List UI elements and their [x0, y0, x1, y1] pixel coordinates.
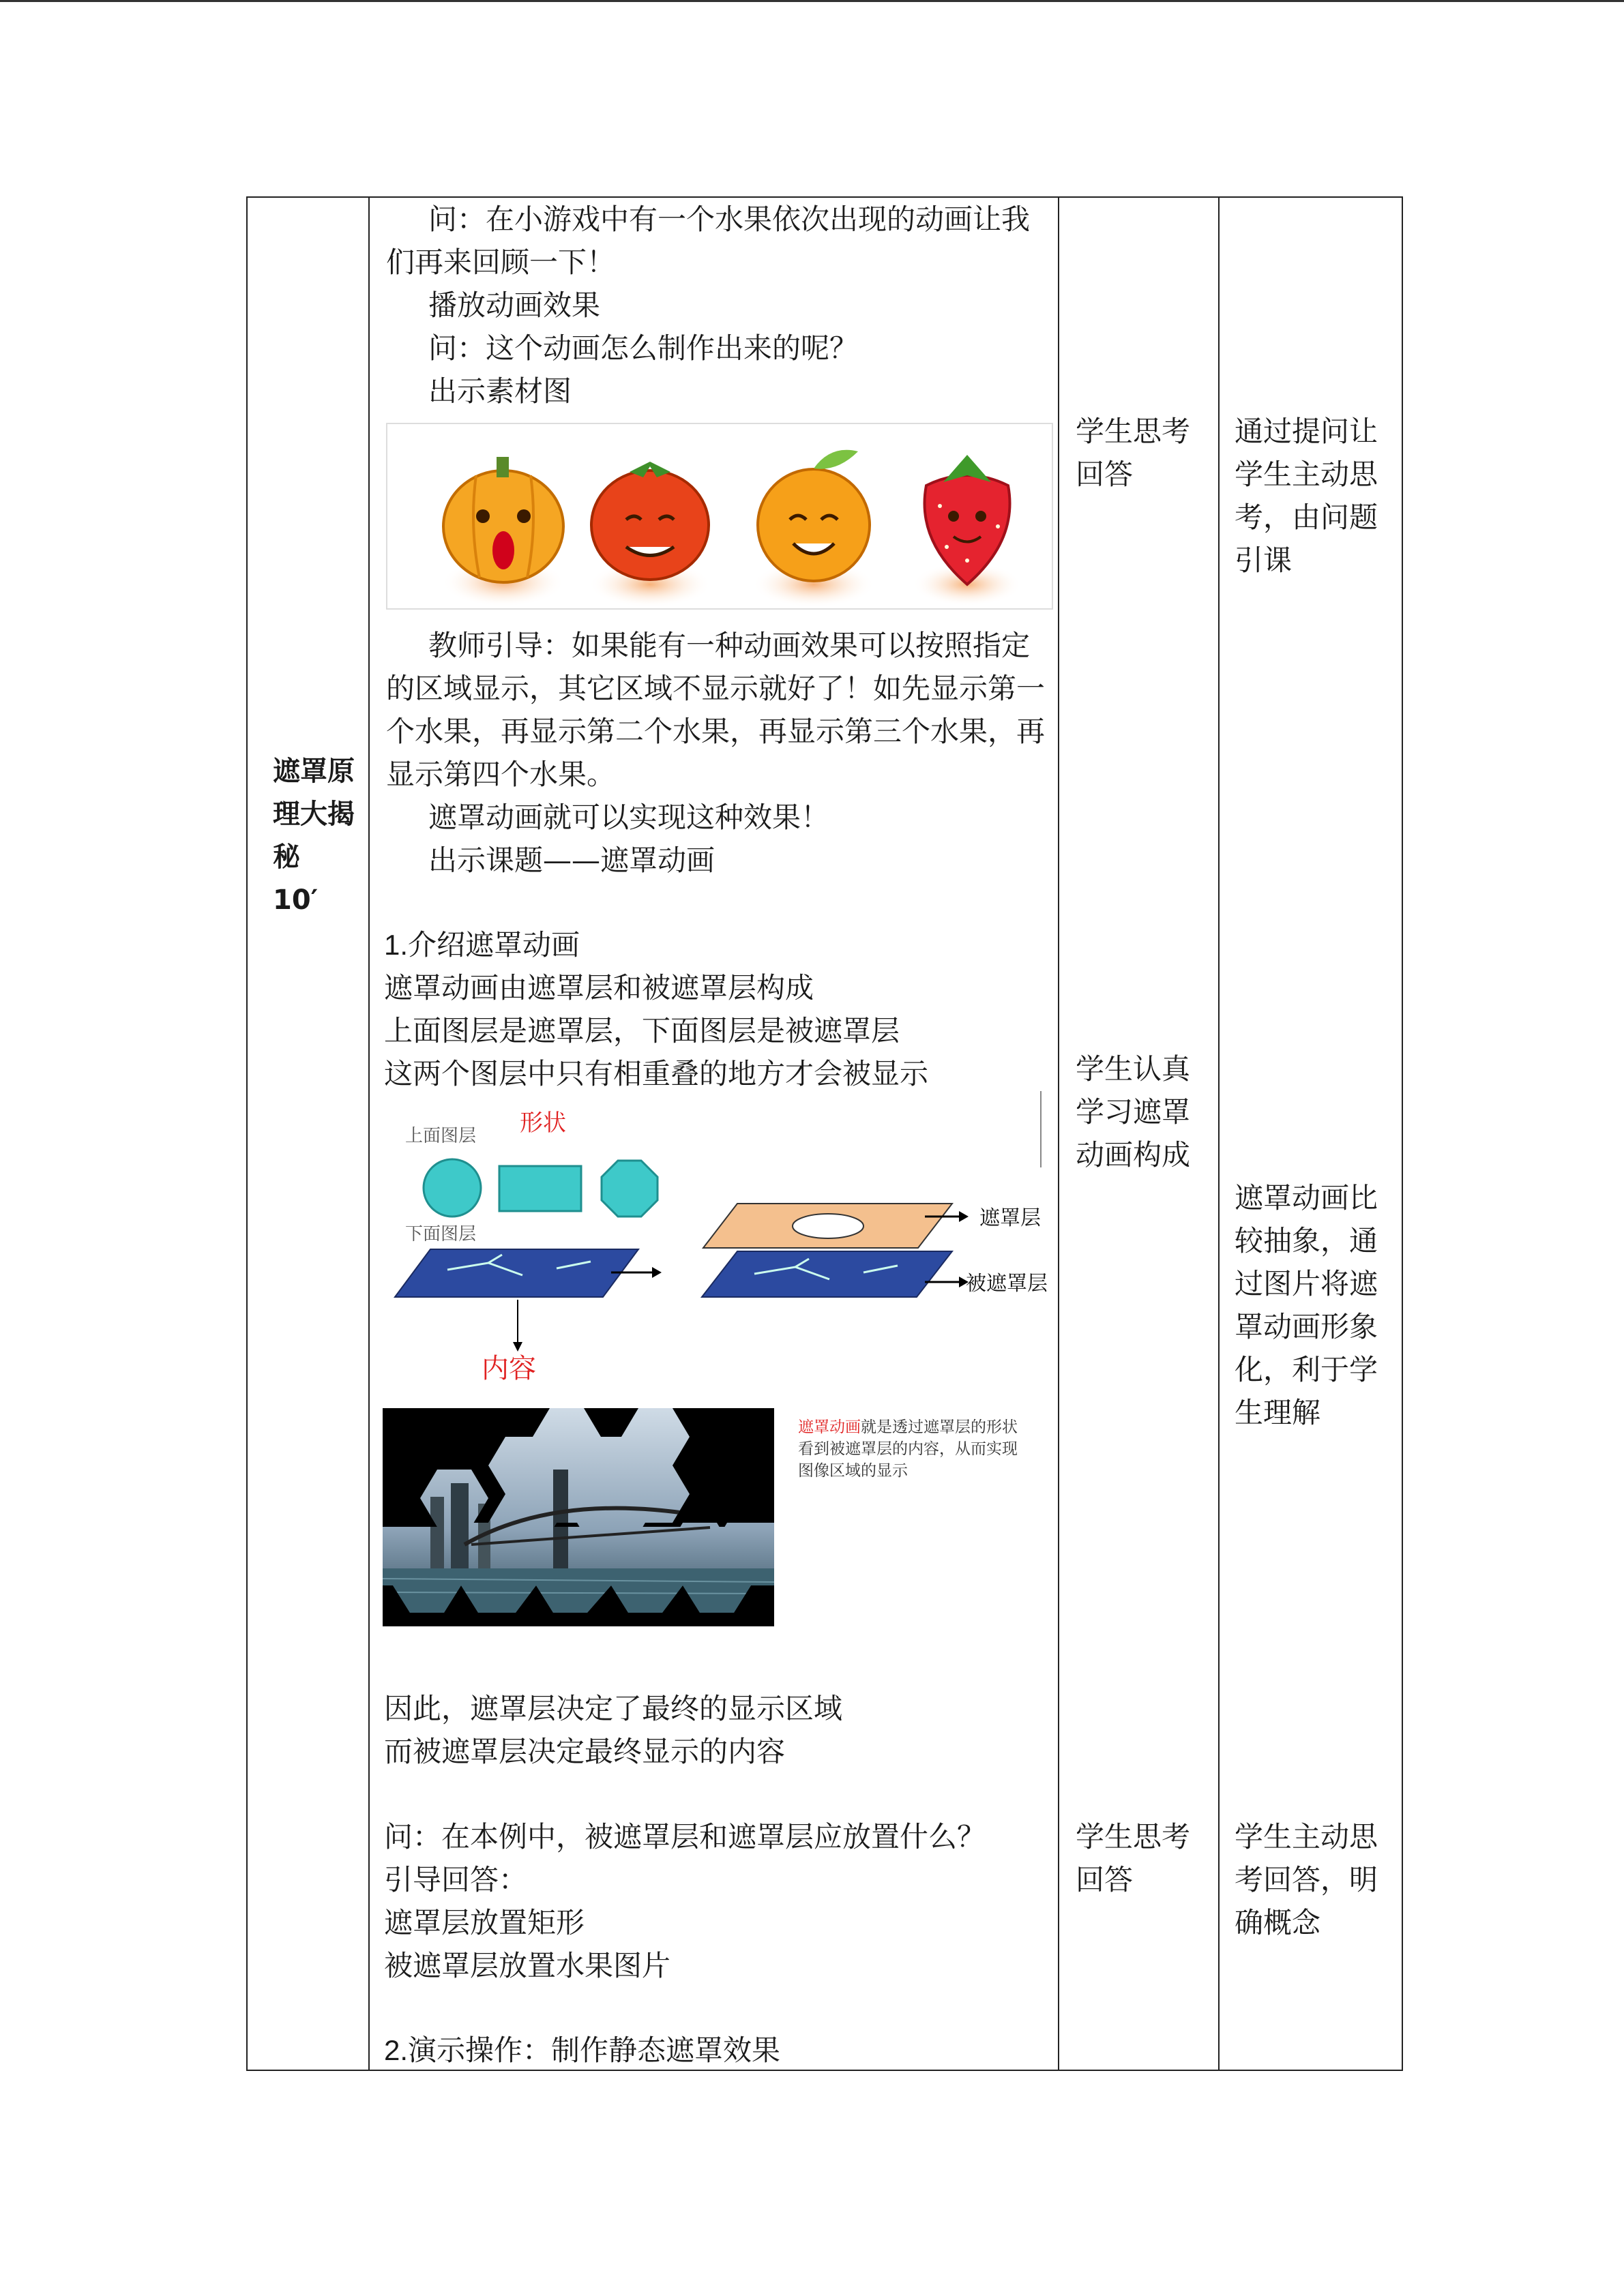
section-2-number: 2. — [384, 2034, 409, 2066]
label-content: 内容 — [482, 1353, 536, 1384]
text-guide-line-3: 个水果，再显示第二个水果，再显示第三个水果，再 — [386, 715, 1046, 748]
section-2-text: 演示操作：制作静态遮罩效果 — [408, 2033, 781, 2067]
text-upper-lower: 上面图层是遮罩层，下面图层是被遮罩层 — [384, 1014, 900, 1047]
phase-duration: 10′ — [273, 884, 319, 916]
photo-caption — [798, 1416, 1023, 1482]
student-learn — [1076, 1047, 1212, 1176]
phase-title: 遮罩原理大揭秘 — [273, 756, 355, 873]
student-think-1 — [1076, 410, 1212, 496]
student-think-1-line-1: 学生思考 — [1076, 415, 1191, 448]
intent-2-line-2: 较抽象，通 — [1235, 1224, 1378, 1257]
hexagon-mask-photo-svg — [383, 1408, 774, 1626]
fruit-image — [386, 423, 1053, 610]
intent-3-line-2: 考回答，明 — [1235, 1863, 1378, 1896]
text-guide-line-4: 显示第四个水果。 — [386, 758, 616, 791]
photo-caption-highlight: 遮罩动画 — [798, 1418, 861, 1436]
intent-3-line-1: 学生主动思 — [1235, 1820, 1378, 1853]
text-answer-1: 遮罩层放置矩形 — [384, 1906, 585, 1939]
intent-1-line-4: 引课 — [1235, 543, 1293, 577]
pumpkin-icon — [442, 457, 565, 607]
text-guide-answer: 引导回答： — [384, 1863, 528, 1896]
intent-2 — [1235, 1176, 1391, 1434]
rectangle-shape-icon — [499, 1166, 581, 1211]
text-play-animation: 播放动画效果 — [428, 288, 601, 322]
orange-icon — [752, 450, 875, 608]
student-learn-line-2: 学习遮罩 — [1076, 1095, 1191, 1129]
page-top-rule — [0, 0, 1624, 2]
octagon-shape-icon — [602, 1161, 658, 1217]
layer-diagram-svg — [386, 1091, 1048, 1391]
table-border-right — [1402, 196, 1403, 2071]
intent-2-line-1: 遮罩动画比 — [1235, 1181, 1378, 1214]
tomato-icon — [589, 462, 711, 608]
student-think-2-line-1: 学生思考 — [1076, 1820, 1191, 1853]
text-guide-line-2: 的区域显示，其它区域不显示就好了！如先显示第一 — [386, 672, 1046, 705]
text-conclusion-2: 而被遮罩层决定最终显示的内容 — [384, 1735, 786, 1768]
student-think-2 — [1076, 1815, 1212, 1901]
table-border-left — [246, 196, 248, 2071]
label-upper-layer: 上面图层 — [405, 1126, 477, 1146]
label-shape: 形状 — [520, 1109, 566, 1137]
section-1-heading — [384, 923, 580, 966]
intent-2-line-3: 过图片将遮 — [1235, 1267, 1378, 1300]
text-question-2: 问：这个动画怎么制作出来的呢？ — [428, 331, 859, 365]
text-show-materials: 出示素材图 — [428, 374, 572, 408]
section-1-number: 1. — [384, 929, 409, 961]
fruit-illustration — [387, 424, 1052, 608]
masked-plane-icon — [702, 1251, 952, 1297]
intent-1-line-2: 学生主动思 — [1235, 458, 1378, 491]
text-guide-line-1: 教师引导：如果能有一种动画效果可以按照指定 — [428, 629, 1031, 662]
intent-2-line-5: 化，利于学 — [1235, 1353, 1378, 1386]
intent-1 — [1235, 410, 1391, 582]
photo-caption-rest: 就是透过遮罩层的形状看到被遮罩层的内容，从而实现图像区域的显示 — [798, 1418, 1018, 1480]
section-1-text: 介绍遮罩动画 — [408, 928, 580, 961]
circle-shape-icon — [424, 1159, 481, 1217]
text-composed: 遮罩动画由遮罩层和被遮罩层构成 — [384, 971, 814, 1004]
student-learn-line-1: 学生认真 — [1076, 1052, 1191, 1086]
intent-3 — [1235, 1815, 1391, 1944]
layer-diagram — [386, 1091, 1048, 1391]
text-conclusion-1: 因此，遮罩层决定了最终的显示区域 — [384, 1692, 843, 1725]
label-mask-layer: 遮罩层 — [979, 1206, 1041, 1230]
text-question-3: 问：在本例中，被遮罩层和遮罩层应放置什么？ — [384, 1820, 986, 1853]
table-border-col2 — [368, 196, 370, 2071]
intent-1-line-1: 通过提问让 — [1235, 415, 1378, 448]
student-think-2-line-2: 回答 — [1076, 1863, 1134, 1896]
text-question-1-line-1: 问：在小游戏中有一个水果依次出现的动画让我 — [428, 203, 1031, 236]
text-answer-2: 被遮罩层放置水果图片 — [384, 1949, 671, 1982]
intent-2-line-6: 生理解 — [1235, 1396, 1321, 1429]
intent-1-line-3: 考，由问题 — [1235, 501, 1378, 534]
label-lower-layer: 下面图层 — [405, 1224, 477, 1244]
hexagon-mask-photo — [383, 1408, 774, 1626]
text-mask-can: 遮罩动画就可以实现这种效果！ — [428, 801, 830, 834]
phase-title-cell — [273, 750, 368, 922]
text-question-1-line-2: 们再来回顾一下！ — [386, 245, 616, 279]
intent-3-line-3: 确概念 — [1235, 1906, 1321, 1939]
table-border-col3 — [1058, 196, 1059, 2071]
text-overlap: 这两个图层中只有相重叠的地方才会被显示 — [384, 1057, 929, 1090]
text-show-topic: 出示课题——遮罩动画 — [428, 844, 715, 877]
intent-2-line-4: 罩动画形象 — [1235, 1310, 1378, 1343]
strawberry-icon — [913, 455, 1022, 606]
student-learn-line-3: 动画构成 — [1076, 1138, 1191, 1172]
section-2-heading — [384, 2029, 780, 2072]
student-think-1-line-2: 回答 — [1076, 458, 1134, 491]
table-border-col4 — [1218, 196, 1220, 2071]
label-masked-layer: 被遮罩层 — [966, 1272, 1048, 1296]
